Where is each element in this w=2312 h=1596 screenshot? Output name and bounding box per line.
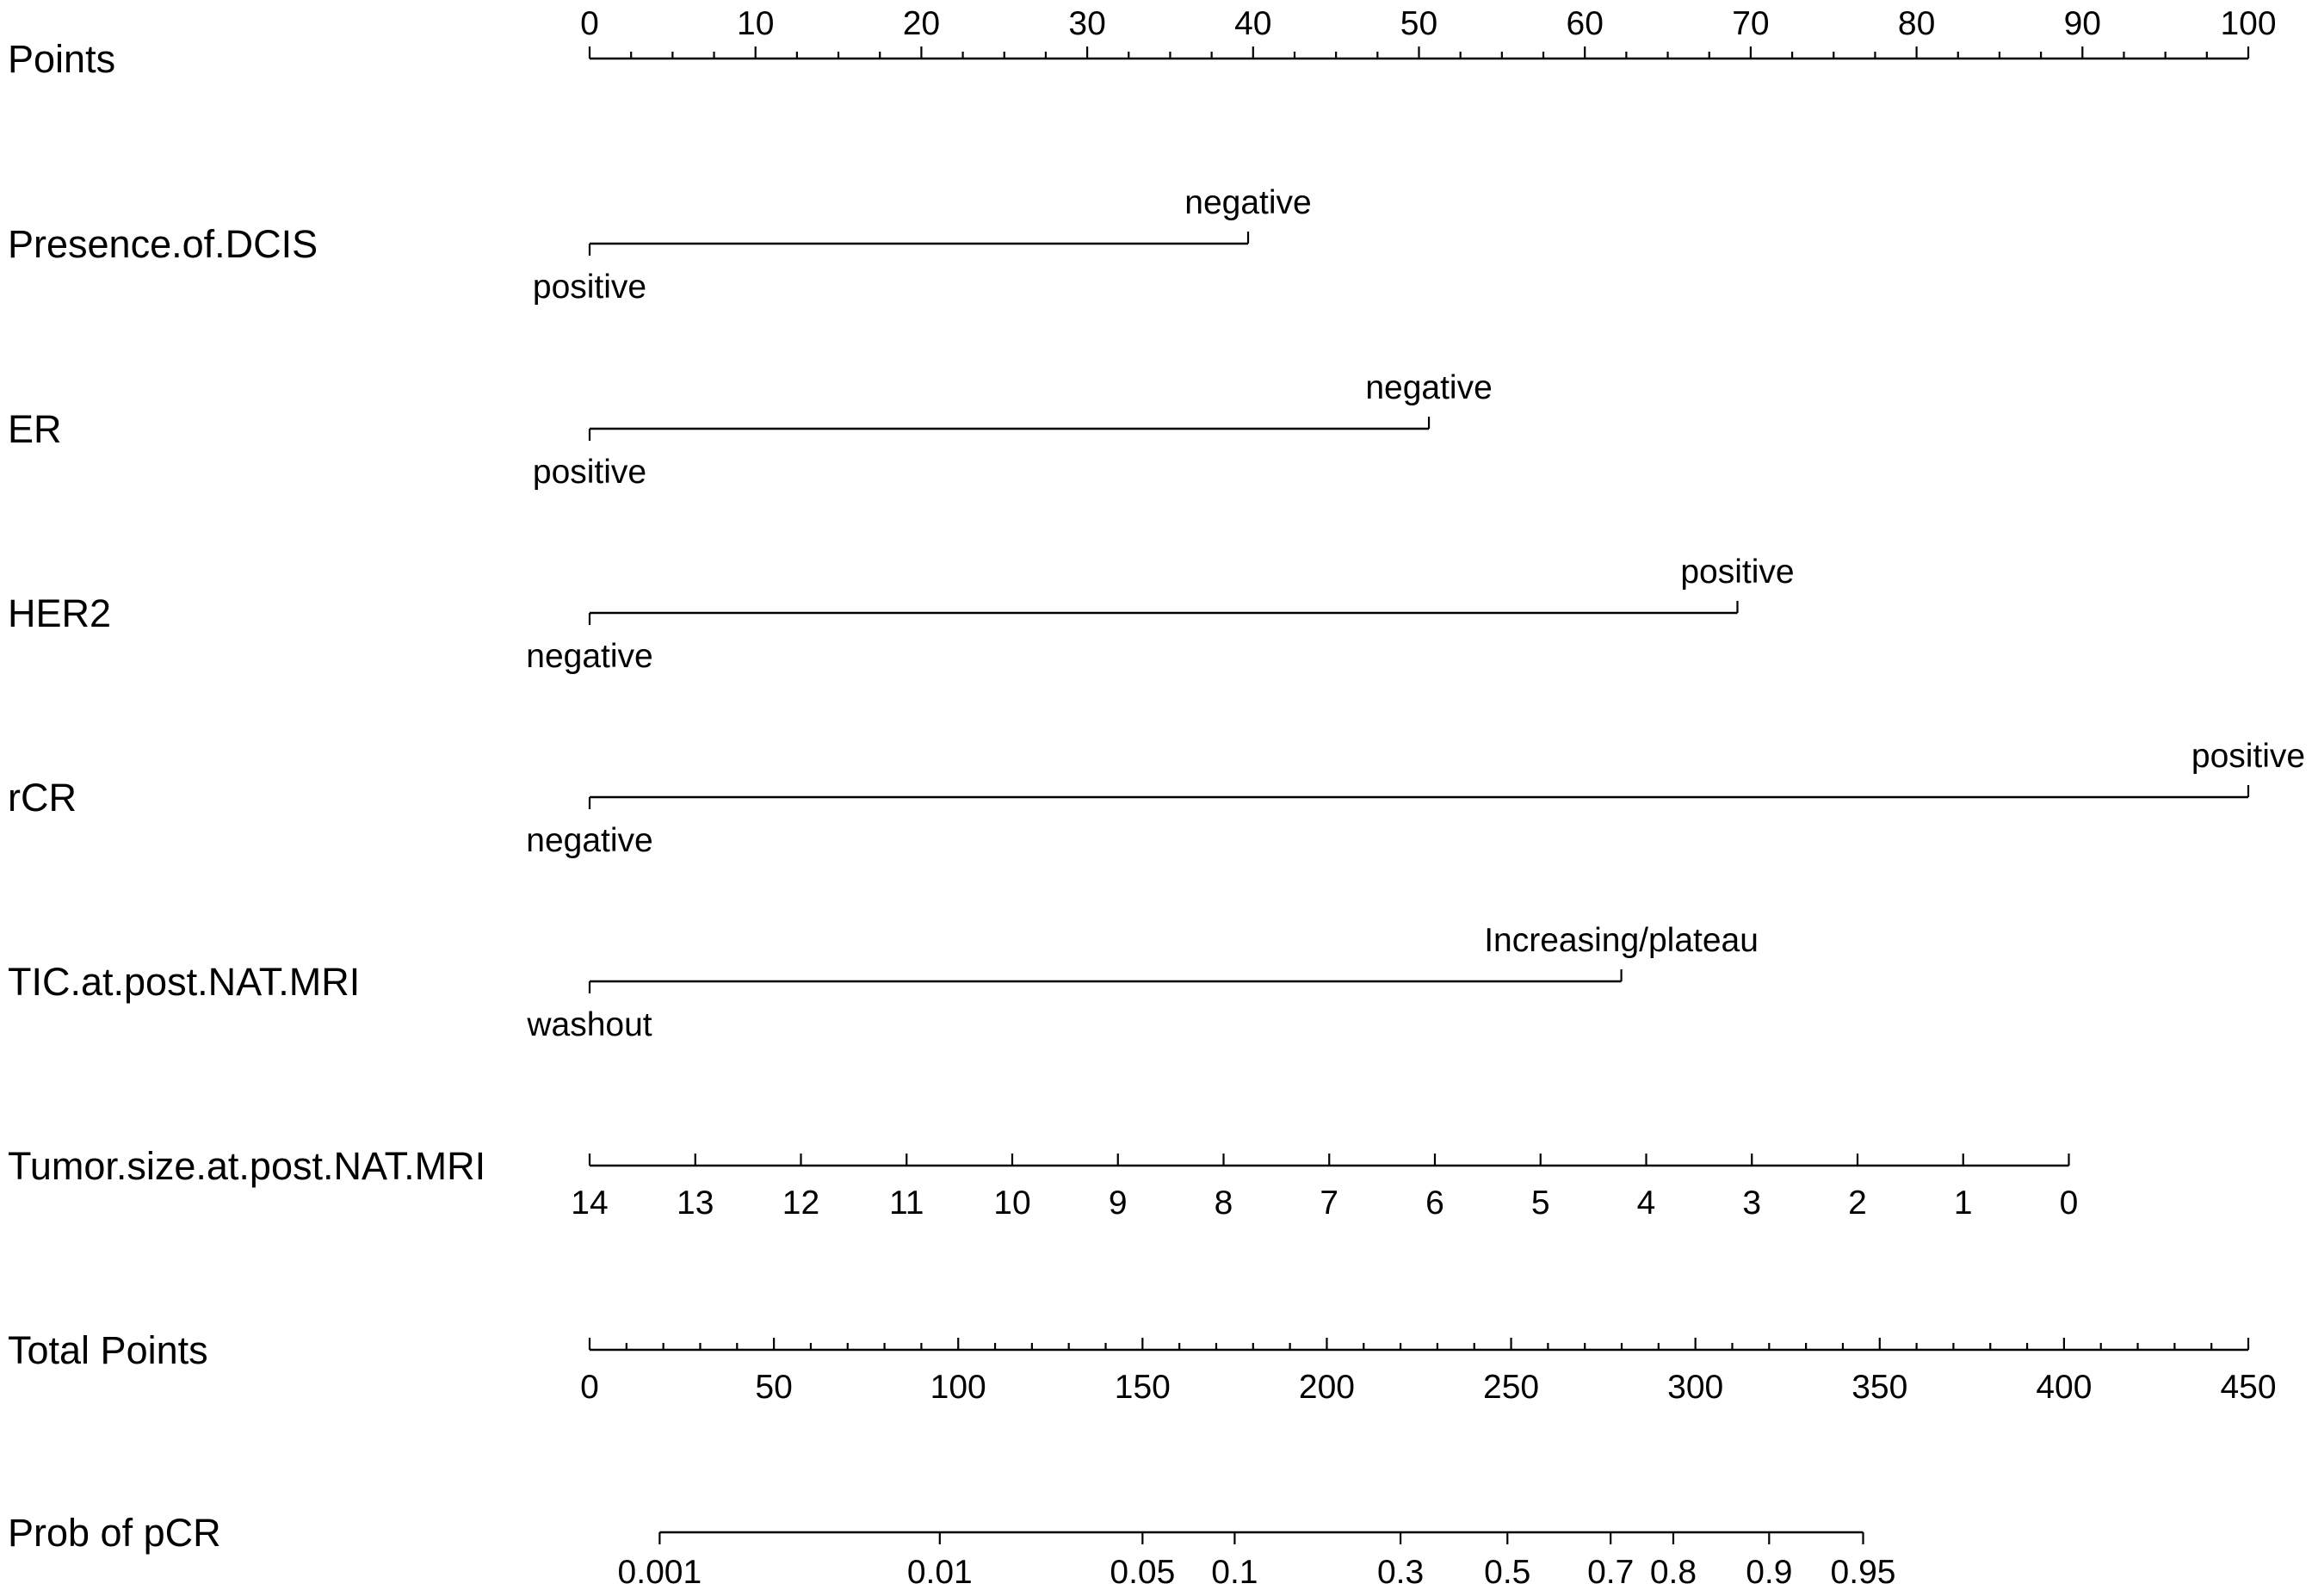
total-points-tick-label: 350: [1851, 1369, 1908, 1406]
variable-level-label: positive: [1680, 554, 1795, 591]
variable-level-label: Increasing/plateau: [1484, 922, 1759, 959]
variable-value-label: 13: [677, 1185, 714, 1222]
probability-axis: [618, 1532, 1896, 1591]
total-points-tick-label: 200: [1298, 1369, 1355, 1406]
total-points-label: Total Points: [8, 1328, 208, 1372]
probability-tick-label: 0.01: [906, 1554, 973, 1591]
points-tick-label: 10: [737, 5, 775, 42]
total-points-tick-label: 250: [1483, 1369, 1540, 1406]
probability-tick-label: 0.3: [1376, 1554, 1425, 1591]
variable-value-label: 7: [1320, 1185, 1339, 1222]
points-axis-label: Points: [8, 37, 116, 81]
total-points-tick-label: 100: [930, 1369, 986, 1406]
points-tick-label: 90: [2063, 5, 2101, 42]
points-tick-label: 100: [2220, 5, 2277, 42]
total-points-tick-label: 450: [2220, 1369, 2277, 1406]
points-tick-label: 20: [902, 5, 941, 42]
variable-value-label: 6: [1425, 1185, 1444, 1222]
variable-label-presence-of-dcis: Presence.of.DCIS: [8, 222, 318, 266]
variable-value-label: 3: [1742, 1185, 1762, 1222]
variable-label-her2: HER2: [8, 591, 112, 635]
total-points-tick-label: 300: [1667, 1369, 1724, 1406]
probability-tick-label: 0.001: [617, 1554, 702, 1591]
points-axis: [580, 5, 2276, 59]
probability-tick-label: 0.1: [1211, 1554, 1258, 1591]
probability-tick-label: 0.05: [1110, 1554, 1176, 1591]
variable-value-label: 14: [571, 1185, 609, 1222]
variable-label-tumor-size-at-post-nat-mri: Tumor.size.at.post.NAT.MRI: [8, 1144, 486, 1188]
variable-value-label: 12: [782, 1185, 820, 1222]
points-tick-label: 40: [1234, 5, 1272, 42]
variable-level-label: negative: [1365, 369, 1493, 406]
probability-tick-label: 0.95: [1830, 1554, 1896, 1591]
points-tick-label: 50: [1400, 5, 1438, 42]
variable-level-label: negative: [526, 638, 653, 675]
variable-value-label: 10: [993, 1185, 1031, 1222]
row-labels: [8, 37, 485, 1555]
variable-level-label: negative: [1184, 184, 1312, 221]
variable-value-label: 1: [1953, 1185, 1973, 1222]
variable-label-er: ER: [8, 407, 62, 451]
probability-tick-label: 0.9: [1746, 1554, 1793, 1591]
variable-value-label: 8: [1214, 1185, 1233, 1222]
variable-value-label: 9: [1108, 1185, 1128, 1222]
variable-level-label: positive: [532, 269, 647, 306]
probability-tick-label: 0.8: [1649, 1554, 1697, 1591]
points-tick-label: 60: [1566, 5, 1604, 42]
total-points-tick-label: 400: [2036, 1369, 2093, 1406]
variable-level-label: negative: [526, 822, 653, 859]
variable-value-label: 2: [1848, 1185, 1867, 1222]
total-points-tick-label: 150: [1114, 1369, 1171, 1406]
variable-label-rcr: rCR: [8, 776, 77, 820]
probability-label: Prob of pCR: [8, 1511, 221, 1555]
points-tick-label: 30: [1068, 5, 1106, 42]
total-points-tick-label: 0: [580, 1369, 599, 1406]
variable-level-label: positive: [532, 454, 647, 491]
variable-value-label: 5: [1530, 1185, 1550, 1222]
variable-level-label: washout: [527, 1006, 652, 1043]
variable-rows: [526, 184, 2305, 1222]
points-tick-label: 0: [580, 5, 599, 42]
variable-label-tic-at-post-nat-mri: TIC.at.post.NAT.MRI: [8, 960, 361, 1004]
variable-value-label: 11: [888, 1185, 924, 1222]
points-tick-label: 70: [1732, 5, 1770, 42]
variable-level-label: positive: [2191, 738, 2306, 775]
points-tick-label: 80: [1897, 5, 1936, 42]
total-points-axis: [580, 1338, 2276, 1406]
variable-value-label: 0: [2059, 1185, 2079, 1222]
probability-tick-label: 0.7: [1587, 1554, 1635, 1591]
total-points-tick-label: 50: [755, 1369, 793, 1406]
probability-tick-label: 0.5: [1484, 1554, 1531, 1591]
variable-value-label: 4: [1636, 1185, 1656, 1222]
